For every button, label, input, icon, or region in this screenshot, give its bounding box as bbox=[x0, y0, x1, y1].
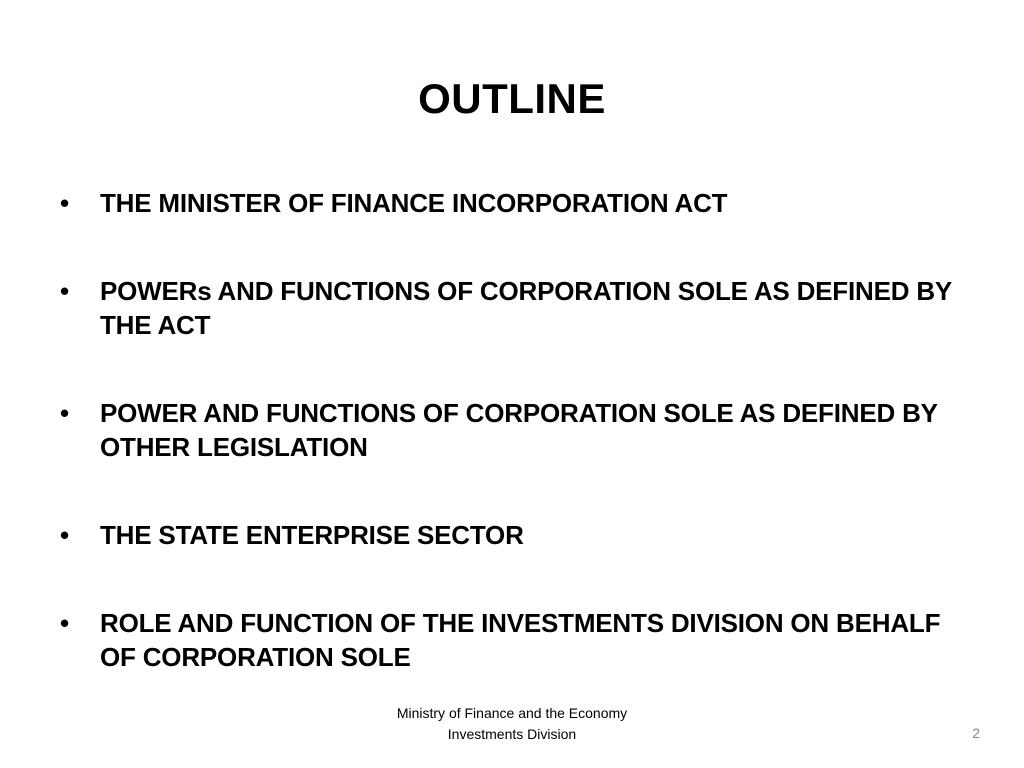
bullet-item-powers-other-legislation bbox=[60, 396, 970, 464]
slide-page-number: 2 bbox=[972, 725, 980, 741]
bullet-text: POWER AND FUNCTIONS OF CORPORATION SOLE AS DEFINED BY OTHER LEGISLATION bbox=[100, 398, 938, 462]
slide-footer bbox=[312, 703, 712, 745]
bullet-icon: • bbox=[60, 608, 69, 638]
footer-ministry-name: Ministry of Finance and the Economy bbox=[396, 705, 628, 721]
bullet-item-state-enterprise-sector bbox=[60, 518, 970, 552]
bullet-icon: • bbox=[60, 188, 69, 218]
bullet-icon: • bbox=[60, 276, 69, 306]
bullet-text: THE MINISTER OF FINANCE INCORPORATION ACT bbox=[100, 188, 728, 218]
bullet-text: POWERs AND FUNCTIONS OF CORPORATION SOLE AS DEFINED BY THE ACT bbox=[100, 276, 952, 340]
bullet-icon: • bbox=[60, 520, 69, 550]
bullet-icon: • bbox=[60, 398, 69, 428]
bullet-list bbox=[60, 186, 970, 674]
bullet-text: THE STATE ENTERPRISE SECTOR bbox=[100, 520, 524, 550]
bullet-text: ROLE AND FUNCTION OF THE INVESTMENTS DIVISION ON BEHALF OF CORPORATION SOLE bbox=[100, 608, 941, 672]
footer-division-name: Investments Division bbox=[447, 726, 577, 742]
bullet-item-investments-division-role bbox=[60, 606, 970, 674]
bullet-item-powers-defined-by-act bbox=[60, 274, 970, 342]
slide-title: OUTLINE bbox=[418, 75, 606, 122]
bullet-item-minister-incorporation-act bbox=[60, 186, 970, 220]
